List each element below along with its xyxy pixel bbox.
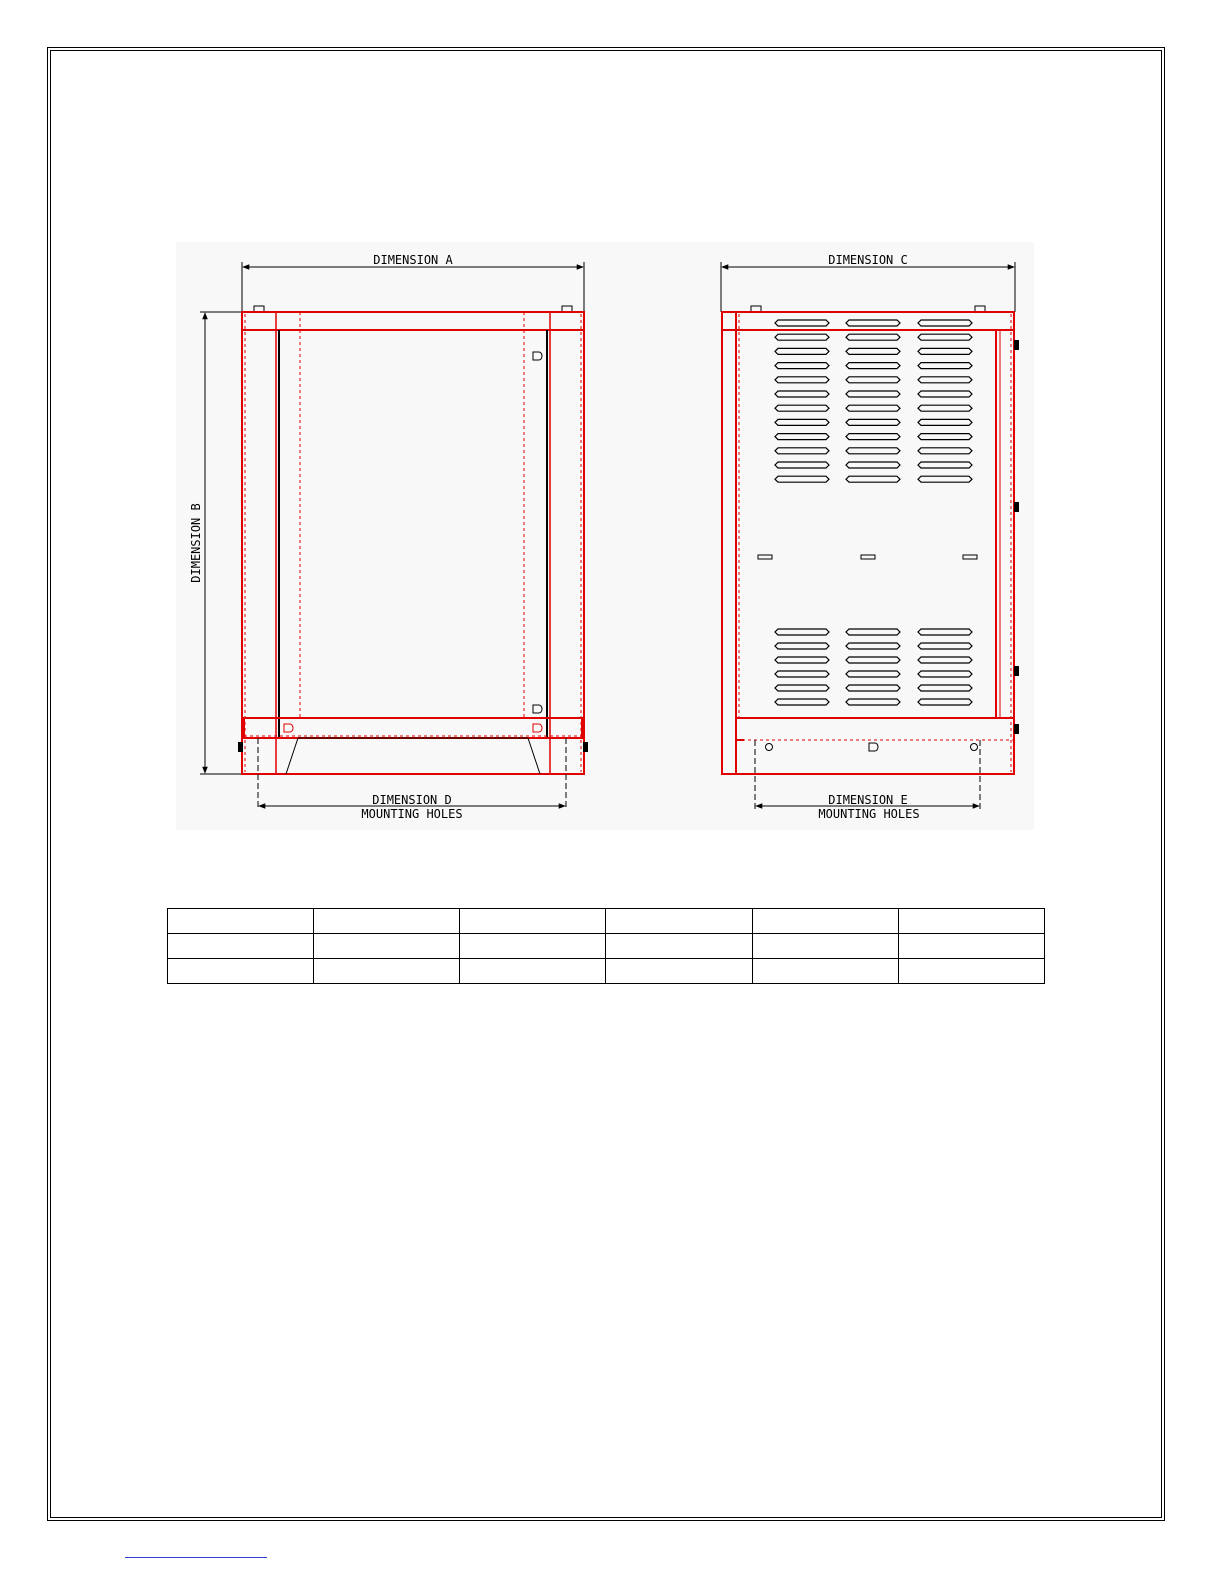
table-cell (752, 934, 898, 959)
dimension-e-label: DIMENSION E (828, 793, 908, 807)
dimension-a-label: DIMENSION A (373, 253, 453, 267)
table-cell (460, 959, 606, 984)
table-row (168, 909, 1045, 934)
table-cell (898, 909, 1044, 934)
table-cell (314, 959, 460, 984)
dimension-b-label: DIMENSION B (189, 503, 203, 583)
table-cell (168, 959, 314, 984)
table-cell (898, 959, 1044, 984)
dimension-d-label: DIMENSION D (372, 793, 452, 807)
front-mounting-holes-label: MOUNTING HOLES (361, 807, 463, 821)
table-cell (314, 909, 460, 934)
table-cell (606, 959, 752, 984)
dimension-table (167, 908, 1045, 984)
table-cell (606, 934, 752, 959)
table-cell (752, 959, 898, 984)
table-row (168, 959, 1045, 984)
footnote-rule (125, 1557, 267, 1558)
table-cell (460, 934, 606, 959)
table-cell (898, 934, 1044, 959)
table-cell (314, 934, 460, 959)
table-cell (752, 909, 898, 934)
side-mounting-holes-label: MOUNTING HOLES (818, 807, 920, 821)
table-row (168, 934, 1045, 959)
table-cell (606, 909, 752, 934)
table-cell (168, 934, 314, 959)
table-cell (168, 909, 314, 934)
dimension-c-label: DIMENSION C (828, 253, 908, 267)
table-cell (460, 909, 606, 934)
